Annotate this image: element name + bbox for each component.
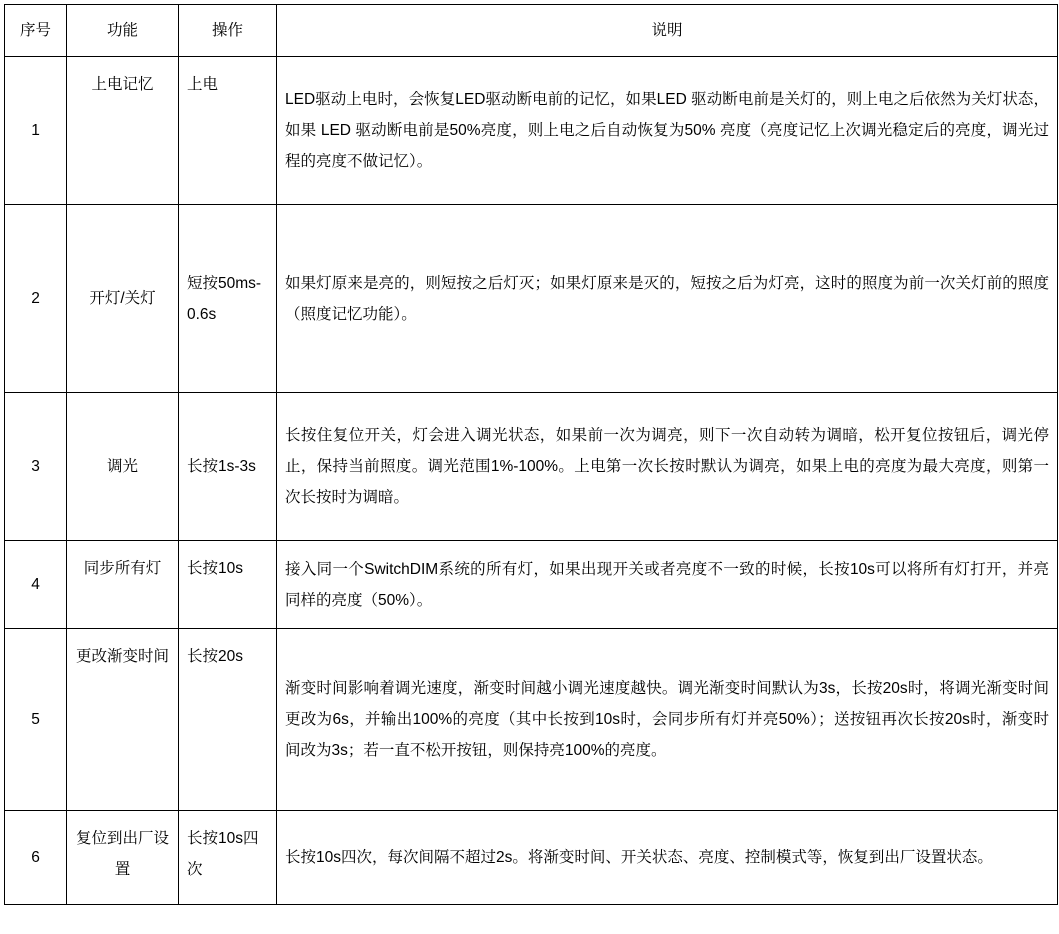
cell-operation: 长按20s [179, 629, 277, 811]
table-row [5, 57, 1058, 205]
cell-function: 同步所有灯 [67, 541, 179, 629]
cell-no: 2 [5, 205, 67, 393]
column-header-operation: 操作 [179, 5, 277, 57]
cell-no: 3 [5, 393, 67, 541]
cell-description: LED驱动上电时，会恢复LED驱动断电前的记忆，如果LED 驱动断电前是关灯的，则上电之后依然为关灯状态，如果 LED 驱动断电前是50%亮度，则上电之后自动恢复为50% 亮度（亮度记忆上次调光稳定后的亮度，调光过程的亮度不做记忆）。 [277, 57, 1058, 205]
cell-operation: 长按1s-3s [179, 393, 277, 541]
table-header-row [5, 5, 1058, 57]
column-header-description: 说明 [277, 5, 1058, 57]
cell-operation: 短按50ms-0.6s [179, 205, 277, 393]
function-spec-table [4, 4, 1058, 905]
cell-operation: 长按10s四次 [179, 811, 277, 905]
cell-description: 接入同一个SwitchDIM系统的所有灯，如果出现开关或者亮度不一致的时候，长按10s可以将所有灯打开，并亮同样的亮度（50%）。 [277, 541, 1058, 629]
table-row [5, 629, 1058, 811]
cell-function: 更改渐变时间 [67, 629, 179, 811]
cell-function: 复位到出厂设置 [67, 811, 179, 905]
cell-no: 4 [5, 541, 67, 629]
cell-description: 长按住复位开关，灯会进入调光状态，如果前一次为调亮，则下一次自动转为调暗，松开复位按钮后，调光停止，保持当前照度。调光范围1%-100%。上电第一次长按时默认为调亮，如果上电的亮度为最大亮度，则第一次长按时为调暗。 [277, 393, 1058, 541]
table-row [5, 205, 1058, 393]
cell-description: 如果灯原来是亮的，则短按之后灯灭；如果灯原来是灭的，短按之后为灯亮，这时的照度为前一次关灯前的照度（照度记忆功能）。 [277, 205, 1058, 393]
column-header-no: 序号 [5, 5, 67, 57]
cell-description: 渐变时间影响着调光速度，渐变时间越小调光速度越快。调光渐变时间默认为3s，长按20s时，将调光渐变时间更改为6s，并输出100%的亮度（其中长按到10s时，会同步所有灯并亮50%）；送按钮再次长按20s时，渐变时间改为3s；若一直不松开按钮，则保持亮100%的亮度。 [277, 629, 1058, 811]
table-row [5, 541, 1058, 629]
cell-operation: 长按10s [179, 541, 277, 629]
cell-function: 调光 [67, 393, 179, 541]
table-row [5, 811, 1058, 905]
cell-description: 长按10s四次，每次间隔不超过2s。将渐变时间、开关状态、亮度、控制模式等，恢复到出厂设置状态。 [277, 811, 1058, 905]
cell-function: 开灯/关灯 [67, 205, 179, 393]
cell-no: 6 [5, 811, 67, 905]
table-row [5, 393, 1058, 541]
column-header-function: 功能 [67, 5, 179, 57]
cell-function: 上电记忆 [67, 57, 179, 205]
cell-operation: 上电 [179, 57, 277, 205]
cell-no: 1 [5, 57, 67, 205]
cell-no: 5 [5, 629, 67, 811]
